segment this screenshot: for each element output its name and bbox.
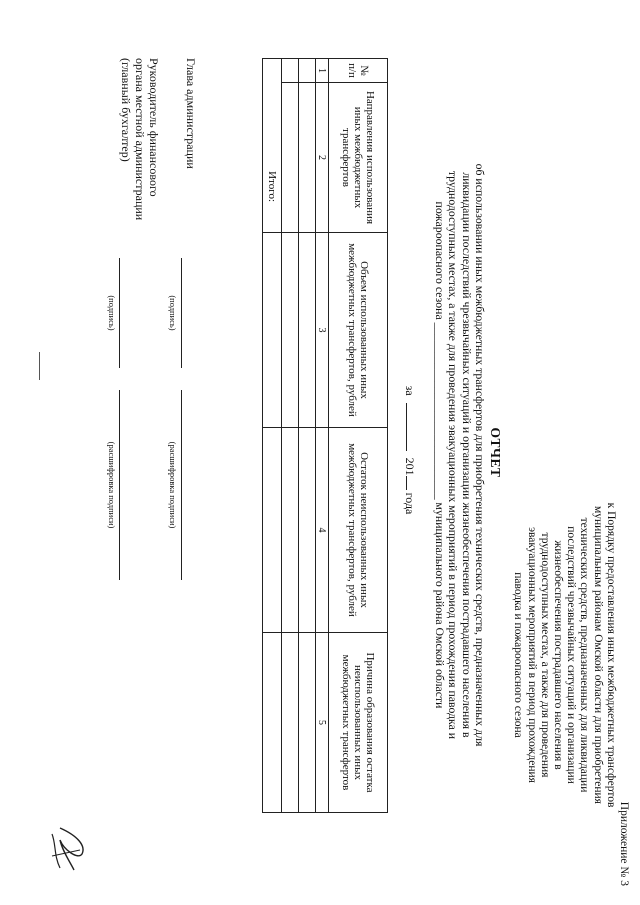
period-year: 201 (403, 457, 417, 476)
table-total-row (263, 59, 282, 813)
finance-signature-label (119, 58, 161, 220)
appendix-line: технических средств, предназначенных для ликвидации (578, 517, 591, 793)
appendix-line: последствий чрезвычайных ситуаций и организации (565, 526, 578, 784)
finance-decoding-caption: (расшифровка подписи) (107, 441, 117, 529)
table-row (282, 59, 299, 813)
column-number: 4 (316, 428, 329, 633)
appendix-line: паводка и пожароопасного сезона (512, 572, 525, 738)
report-title: ОТЧЕТ (488, 427, 503, 478)
subtitle-line: труднодоступных местах, а также для проведения эвакуационных мероприятий в период прохождения паводка и (446, 170, 461, 740)
subtitle-line: ликвидации последствий чрезвычайных ситуаций и организации жизнеобеспечения пострадавшего населения в (459, 172, 474, 738)
subtitle-line: об использовании иных межбюджетных трансфертов для приобретения технических средств, предназначенных для (473, 163, 487, 747)
period-suffix: года (403, 492, 417, 515)
appendix-number: Приложение № 3 (618, 801, 630, 886)
table-cell (299, 59, 316, 83)
report-table (262, 58, 388, 813)
period-blank (406, 403, 418, 451)
period-year-blank (406, 476, 418, 490)
report-subtitle (432, 60, 486, 850)
head-decoding-line (181, 390, 196, 580)
header-cell-direction: Направления использования иных межбюджетных трансфертов (329, 83, 388, 233)
head-signature-label: Глава администрации (184, 58, 198, 169)
table-cell (299, 633, 316, 813)
table-cell (282, 428, 299, 633)
header-cell-remainder: Остаток неиспользованных иных межбюджетных трансфертов, рублей (329, 428, 388, 633)
finance-decoding-line (119, 390, 134, 580)
head-signature-line (181, 258, 196, 368)
table-cell (299, 83, 316, 233)
total-cell (263, 428, 282, 633)
header-cell-reason: Причина образования остатка неиспользованных иных межбюджетных трансфертов (329, 633, 388, 813)
table-row (299, 59, 316, 813)
table-cell (282, 233, 299, 428)
period-prefix: за (403, 385, 417, 396)
finance-label-line: органа местной администрации (133, 58, 147, 221)
appendix-line: к Порядку предоставления иных межбюджетных трансфертов (604, 502, 617, 808)
appendix-line: эвакуационных мероприятий в период прохождения (525, 527, 538, 783)
subtitle-line: пожароопасного сезона ______________________________ муниципального района Омской области (432, 201, 447, 709)
column-number: 3 (316, 233, 329, 428)
head-signature-caption: (подпись) (168, 295, 178, 331)
column-number: 1 (316, 59, 329, 83)
table-cell (299, 233, 316, 428)
report-period (402, 300, 418, 600)
column-number-row (316, 59, 329, 813)
appendix-line: жизнеобеспечения пострадавшего населения в (551, 540, 564, 770)
appendix-line: труднодоступных местах, а также для проведения (538, 532, 551, 778)
finance-signature-line (119, 258, 134, 368)
head-decoding-caption: (расшифровка подписи) (168, 441, 178, 529)
total-label: Итого: (263, 59, 282, 233)
column-number: 5 (316, 633, 329, 813)
table-cell (282, 83, 299, 233)
total-cell (263, 633, 282, 813)
finance-label-line: (главный бухгалтер) (119, 58, 133, 162)
header-cell-used-volume: Объем использованных иных межбюджетных трансфертов, рублей (329, 233, 388, 428)
finance-signature-caption: (подпись) (107, 295, 117, 331)
table-cell (282, 633, 299, 813)
table-cell (282, 59, 299, 83)
appendix-block (511, 420, 630, 890)
header-cell-number: № п/п (329, 59, 388, 83)
total-cell (263, 233, 282, 428)
table-header-row (329, 59, 388, 813)
margin-mark (39, 352, 40, 380)
finance-label-line: Руководитель финансового (147, 58, 161, 197)
table-cell (299, 428, 316, 633)
column-number: 2 (316, 83, 329, 233)
appendix-line: муниципальным районам Омской области для приобретения (591, 506, 604, 804)
handwritten-signature-icon (40, 820, 100, 880)
